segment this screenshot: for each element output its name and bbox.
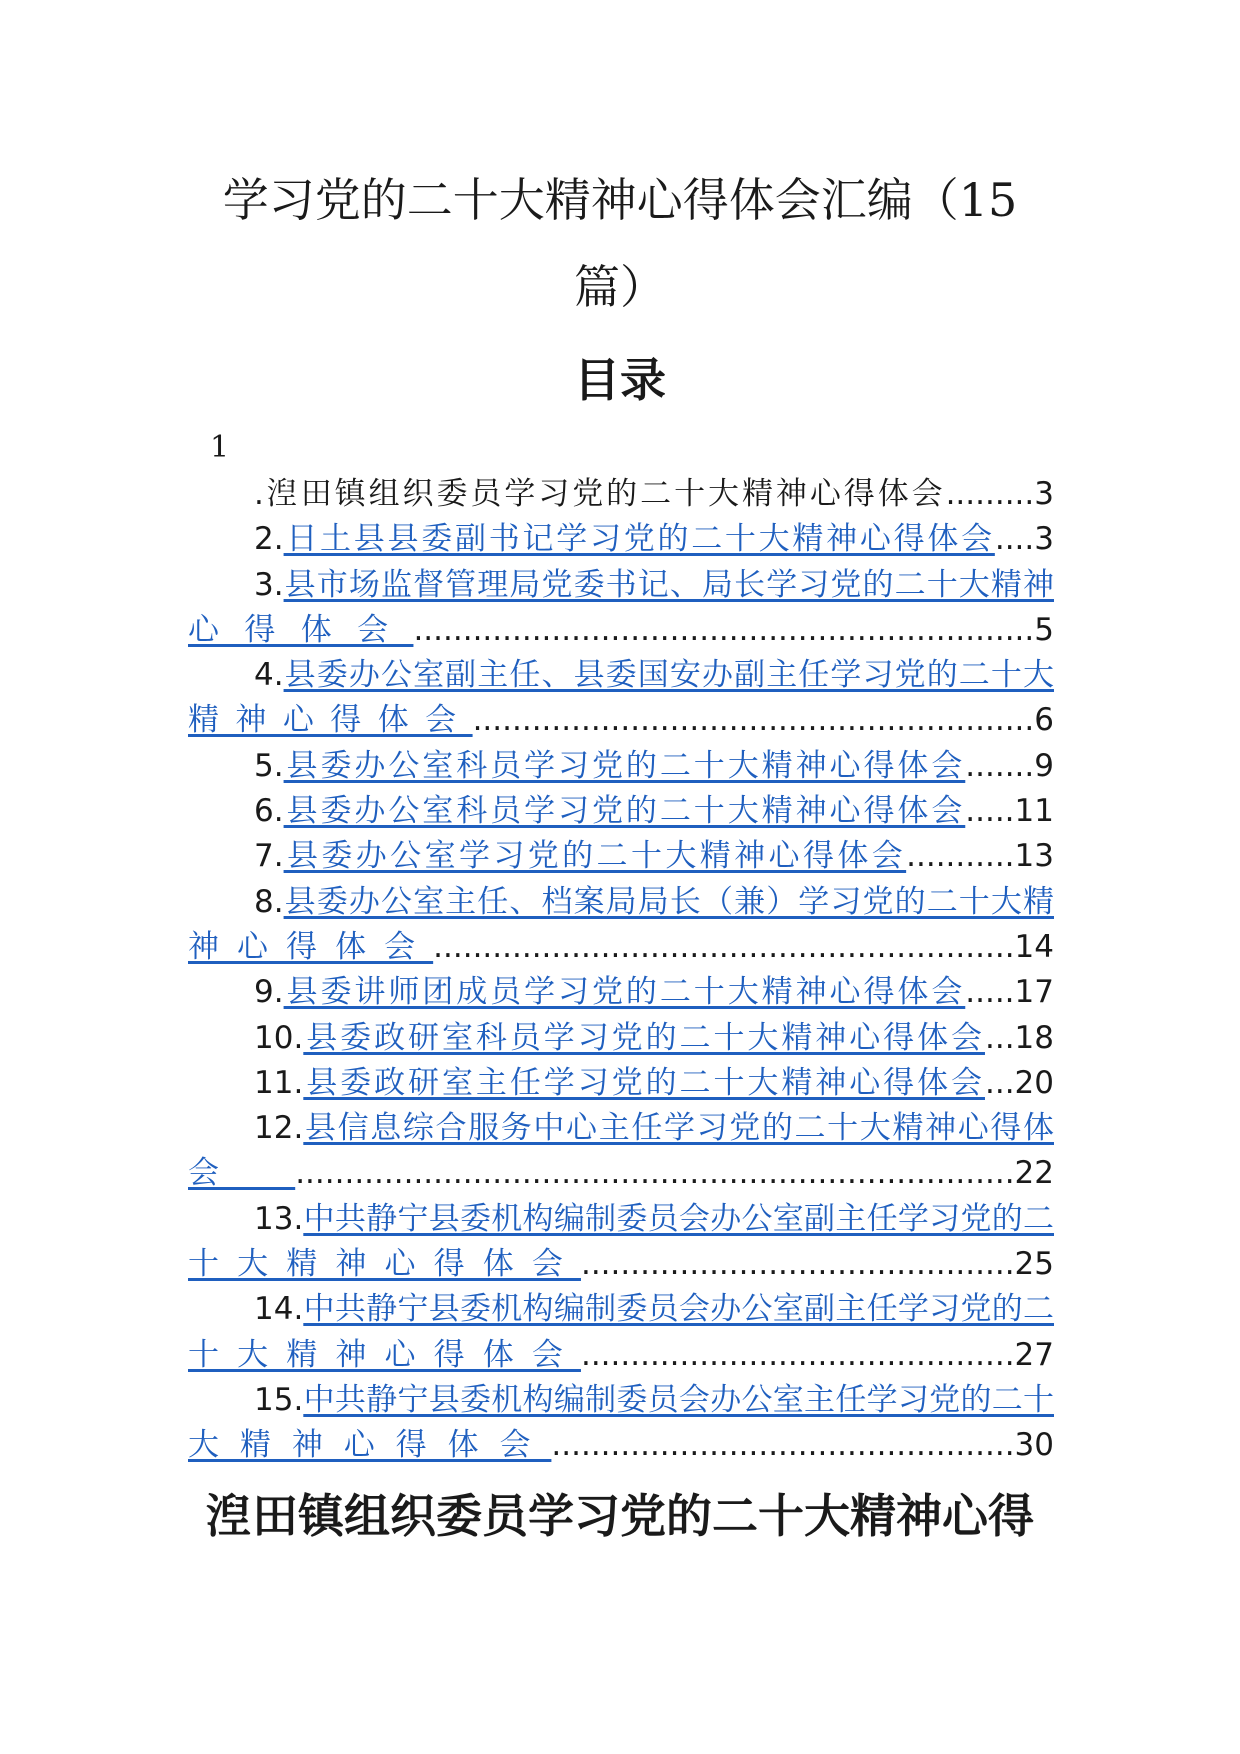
toc-entry (188, 1016, 1054, 1061)
toc-entry (188, 1061, 1054, 1106)
toc-entry (188, 1287, 1054, 1378)
toc-entry (188, 1106, 1054, 1197)
toc-entry-link[interactable]: 县委政研室科员学习党的二十大精神心得体会 (303, 1019, 985, 1056)
toc-entry-number: 2. (254, 521, 284, 558)
document-title-text: 学习党的二十大精神心得体会汇编（ (222, 173, 959, 227)
toc-entry (188, 970, 1054, 1015)
toc-entry-page-number: 18 (1014, 1019, 1054, 1056)
toc-entry (188, 1197, 1054, 1288)
toc-entry (188, 789, 1054, 834)
toc-entry-leader-dots: ... (984, 1064, 1015, 1101)
toc-entry-link[interactable]: 县委政研室主任学习党的二十大精神心得体会 (303, 1064, 985, 1101)
toc-entry-page-number: 25 (1014, 1246, 1054, 1283)
stray-number-mark: 1 (210, 430, 230, 465)
toc-entry-number: 13. (254, 1200, 304, 1237)
toc-entry-leader-dots: ............................................ (580, 1246, 1015, 1283)
toc-entry-link[interactable]: 中共静宁县委机构编制委员会办公室主任学习党的二十大精神心得体会 (188, 1381, 1054, 1464)
toc-entry-number: . (254, 476, 264, 512)
toc-entry-page-number: 3 (1034, 521, 1054, 558)
toc-entry (188, 880, 1054, 971)
toc-entry-link[interactable]: 中共静宁县委机构编制委员会办公室副主任学习党的二十大精神心得体会 (188, 1200, 1054, 1283)
section-heading: 湼田镇组织委员学习党的二十大精神心得 (206, 1489, 1034, 1543)
toc-entry-page-number: 5 (1034, 611, 1054, 648)
toc-entry-page-number: 13 (1014, 838, 1054, 875)
toc-entry-link[interactable]: 日土县县委副书记学习党的二十大精神心得体会 (283, 521, 995, 558)
document-title-line-1 (160, 170, 1080, 230)
toc-entry (188, 1378, 1054, 1469)
toc-entry-link[interactable]: 县市场监督管理局党委书记、局长学习党的二十大精神心得体会 (188, 566, 1054, 648)
toc-entry-link[interactable]: 湼田镇组织委员学习党的二十大精神心得体会 (263, 476, 946, 512)
document-title-line-2: 篇） (574, 260, 666, 314)
toc-entry-page-number: 3 (1034, 476, 1054, 512)
toc-entry-link[interactable]: 县委办公室主任、档案局局长（兼）学习党的二十大精神心得体会 (188, 883, 1054, 965)
toc-entry-link[interactable]: 县信息综合服务中心主任学习党的二十大精神心得体会 (188, 1110, 1054, 1192)
toc-entry-leader-dots: ....... (965, 747, 1035, 784)
toc-entry-link[interactable]: 县委办公室科员学习党的二十大精神心得体会 (283, 747, 966, 784)
toc-entry-page-number: 17 (1014, 974, 1054, 1011)
toc-entry-page-number: 22 (1014, 1155, 1054, 1192)
toc-entry-link[interactable]: 县委讲师团成员学习党的二十大精神心得体会 (283, 974, 966, 1011)
toc-entry-page-number: 9 (1034, 747, 1054, 784)
toc-entry-page-number: 14 (1014, 928, 1054, 965)
toc-entry-leader-dots: ..... (965, 793, 1015, 830)
toc-entry (188, 563, 1054, 654)
toc-entry-page-number: 6 (1034, 702, 1054, 739)
toc-entry-number: 12. (254, 1110, 304, 1147)
toc-entry-leader-dots: .... (994, 521, 1035, 558)
toc-entry-leader-dots: ........... (906, 838, 1015, 875)
toc-entry-leader-dots: ............................................................... (413, 611, 1035, 648)
toc-entry-leader-dots: ............................................ (580, 1336, 1015, 1373)
toc-entry-number: 3. (254, 566, 284, 603)
toc-entry-number: 7. (254, 838, 284, 875)
toc-entry-link[interactable]: 县委办公室学习党的二十大精神心得体会 (283, 838, 907, 875)
toc-entry-number: 14. (254, 1291, 304, 1328)
toc-entry-leader-dots: ......... (945, 476, 1035, 512)
toc-entry (188, 834, 1054, 879)
toc-entry-number: 6. (254, 793, 284, 830)
toc-entry-number: 11. (254, 1064, 304, 1101)
toc-entry-link[interactable]: 中共静宁县委机构编制委员会办公室副主任学习党的二十大精神心得体会 (188, 1291, 1054, 1373)
toc-entry-page-number: 30 (1014, 1427, 1054, 1464)
toc-entry-leader-dots: ......................................................................... (295, 1155, 1015, 1192)
toc-entry (188, 472, 1054, 517)
toc-entry-number: 9. (254, 974, 284, 1011)
toc-entry-leader-dots: ............................................... (551, 1427, 1015, 1464)
toc-heading: 目录 (574, 353, 666, 407)
toc-entry-leader-dots: ........................................................... (433, 928, 1015, 965)
toc-entry-page-number: 27 (1014, 1336, 1054, 1373)
document-title-count: 15 (958, 173, 1018, 227)
toc-entry-leader-dots: ... (984, 1019, 1015, 1056)
toc-entry-number: 4. (254, 657, 284, 694)
toc-entry-page-number: 20 (1014, 1064, 1054, 1101)
toc-entry-link[interactable]: 县委办公室副主任、县委国安办副主任学习党的二十大精神心得体会 (188, 657, 1054, 739)
toc-entry (188, 744, 1054, 789)
toc-entry-leader-dots: ......................................................... (472, 702, 1035, 739)
toc-entry-number: 15. (254, 1381, 304, 1418)
toc-entry (188, 517, 1054, 562)
toc-entry-leader-dots: ..... (965, 974, 1015, 1011)
toc-entry (188, 653, 1054, 744)
toc-entry-number: 5. (254, 747, 284, 784)
toc-entry-page-number: 11 (1014, 793, 1054, 830)
toc-entry-number: 10. (254, 1019, 304, 1056)
toc-entry-number: 8. (254, 883, 284, 920)
toc-entry-link[interactable]: 县委办公室科员学习党的二十大精神心得体会 (283, 793, 966, 830)
table-of-contents (188, 472, 1054, 1469)
